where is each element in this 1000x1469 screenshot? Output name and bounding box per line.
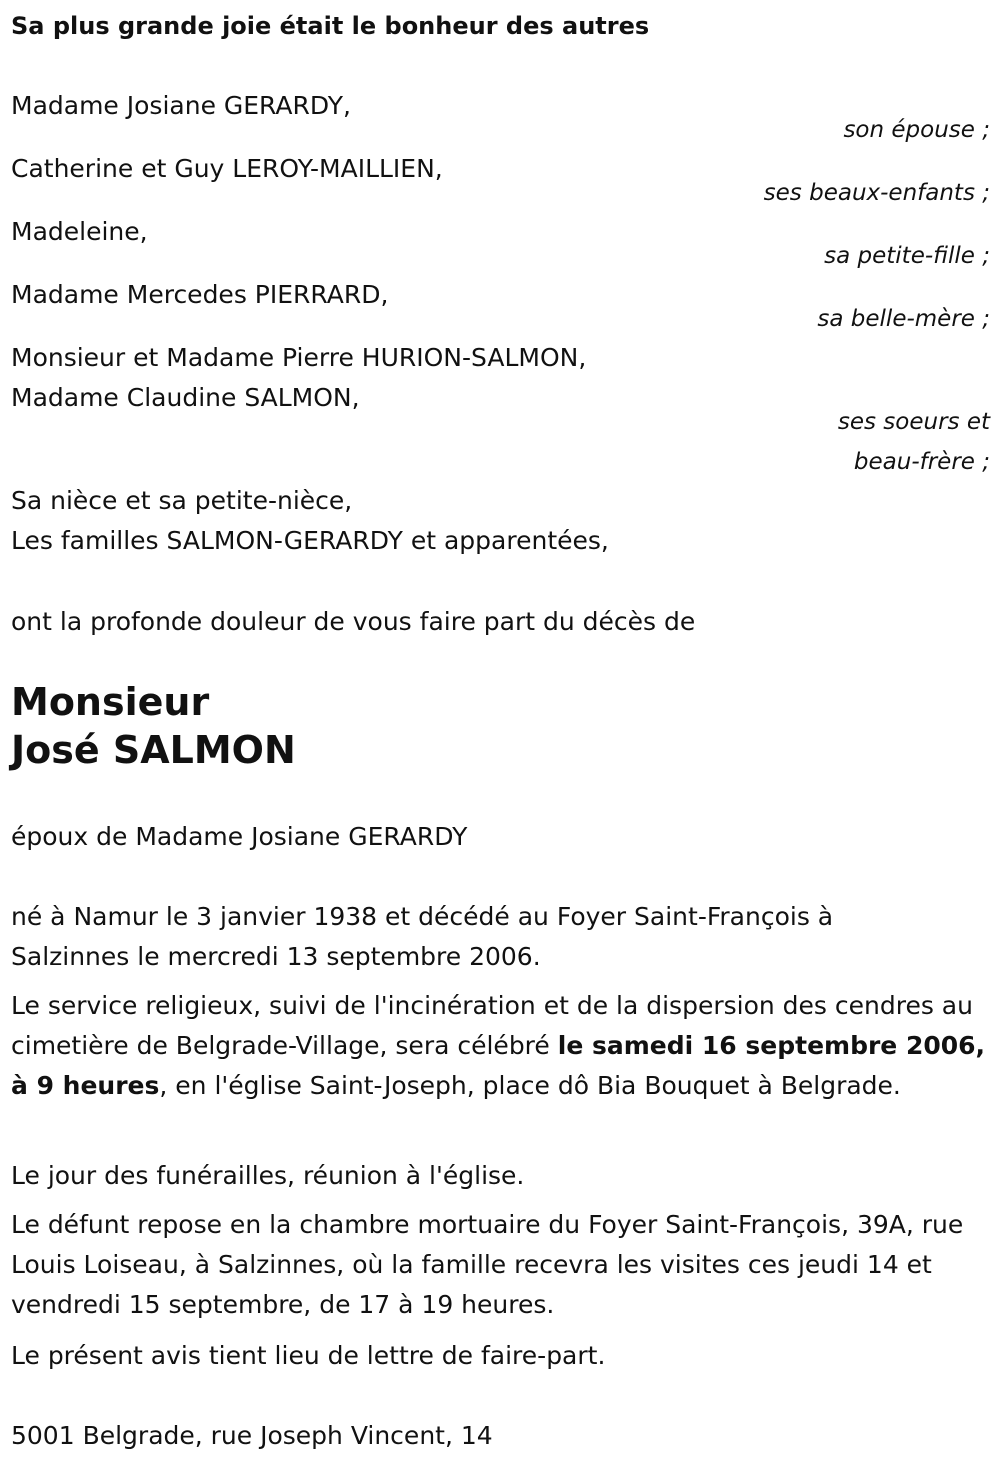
family-relation-2: ses beaux-enfants ; (763, 180, 990, 206)
deceased-title: Monsieur (11, 680, 210, 724)
others-line-2: Les familles SALMON-GERARDY et apparentées, (11, 526, 609, 555)
motto: Sa plus grande joie était le bonheur des autres (11, 12, 650, 40)
siblings-line-2: Madame Claudine SALMON, (11, 383, 360, 412)
birth-line-1: né à Namur le 3 janvier 1938 et décédé au Foyer Saint-François à (11, 902, 834, 931)
family-name-1: Madame Josiane GERARDY, (11, 91, 351, 120)
address-line: 5001 Belgrade, rue Joseph Vincent, 14 (11, 1421, 493, 1450)
family-name-3: Madeleine, (11, 217, 148, 246)
family-relation-3: sa petite-fille ; (824, 243, 990, 269)
service-text-1: Le service religieux, suivi de l'incinération et de la dispersion des cendres au cimetière de Belgrade-Village, sera célébré (11, 991, 973, 1060)
reunion-line: Le jour des funérailles, réunion à l'église. (11, 1161, 525, 1190)
spouse-line: époux de Madame Josiane GERARDY (11, 822, 468, 851)
announcement: ont la profonde douleur de vous faire part du décès de (11, 607, 696, 636)
siblings-relation-2: beau-frère ; (853, 449, 990, 475)
family-relation-1: son épouse ; (843, 117, 990, 143)
service-paragraph (11, 986, 993, 1106)
service-text-2: , en l'église Saint-Joseph, place dô Bia Bouquet à Belgrade. (159, 1071, 901, 1100)
service-datetime: le samedi 16 septembre 2006, à 9 heures (11, 1031, 986, 1100)
others-line-1: Sa nièce et sa petite-nièce, (11, 486, 353, 515)
family-relation-4: sa belle-mère ; (817, 306, 990, 332)
birth-line-2: Salzinnes le mercredi 13 septembre 2006. (11, 942, 541, 971)
avis-line: Le présent avis tient lieu de lettre de faire-part. (11, 1341, 606, 1370)
family-name-2: Catherine et Guy LEROY-MAILLIEN, (11, 154, 443, 183)
siblings-line-1: Monsieur et Madame Pierre HURION-SALMON, (11, 343, 587, 372)
repose-paragraph: Le défunt repose en la chambre mortuaire du Foyer Saint-François, 39A, rue Louis Loiseau, à Salzinnes, où la famille recevra les visites ces jeudi 14 et vendredi 15 septembre, de 17 à 19 heures. (11, 1210, 964, 1319)
siblings-relation-1: ses soeurs et (837, 409, 990, 435)
family-name-4: Madame Mercedes PIERRARD, (11, 280, 389, 309)
deceased-name: José SALMON (11, 728, 296, 772)
